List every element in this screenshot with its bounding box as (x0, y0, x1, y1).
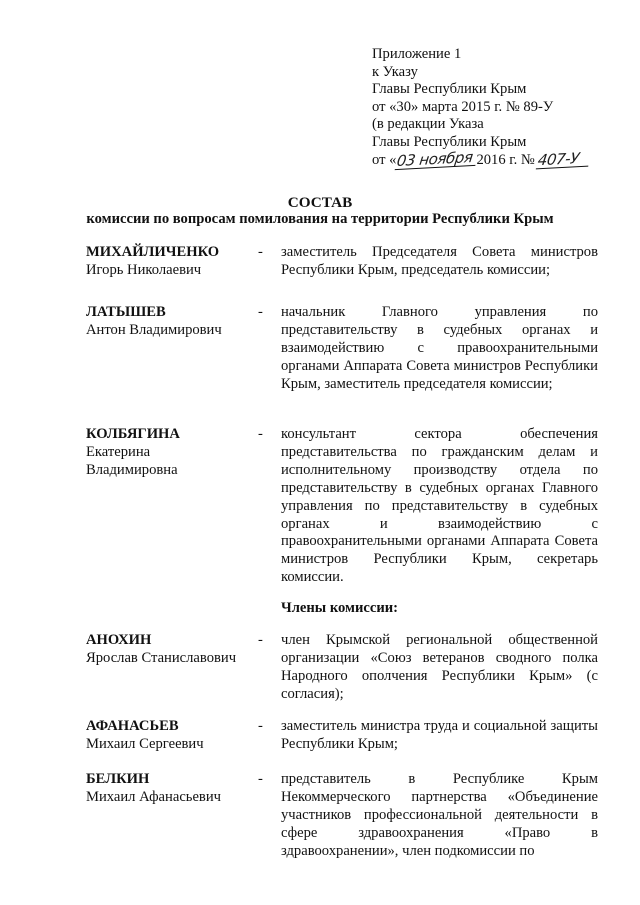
entry-dash: - (258, 771, 263, 787)
member-name (86, 244, 256, 280)
member-surname: ЛАТЫШЕВ (86, 304, 166, 320)
member-description: заместитель Председателя Совета министров Республики Крым, председатель комиссии; (281, 244, 598, 278)
entry-dash: - (258, 718, 263, 734)
member-description: представитель в Республике Крым Некоммерческого партнерства «Объединение участников профессиональной деятельности в сфере здравоохранения «Право в здравоохранении», член подкомиссии по (281, 771, 598, 859)
appendix-line: Главы Республики Крым (372, 81, 527, 98)
appendix-line: к Указу (372, 63, 418, 80)
handwritten-date: 03 ноября (395, 149, 478, 169)
date-mid: 2016 г. № (476, 151, 535, 168)
appendix-line: Главы Республики Крым (372, 133, 527, 150)
member-name (86, 718, 256, 754)
member-given-name: Ярослав Станиславович (86, 649, 237, 666)
members-heading: Члены комиссии: (281, 600, 399, 616)
entry-dash: - (258, 426, 263, 442)
member-surname: АНОХИН (86, 632, 152, 648)
member-given-name: Михаил Афанасьевич (86, 788, 221, 805)
date-prefix: от « (372, 151, 397, 168)
member-surname: МИХАЙЛИЧЕНКО (86, 244, 220, 260)
member-name (86, 632, 256, 668)
member-name (86, 771, 256, 807)
member-description: член Крымской региональной общественной организации «Союз ветеранов сводного полка Народного ополчения Республики Крым» (с согласия); (281, 632, 598, 702)
member-surname: БЕЛКИН (86, 771, 150, 787)
member-given-name: Екатерина Владимировна (86, 443, 178, 478)
member-name (86, 426, 256, 480)
entry-dash: - (258, 244, 263, 260)
appendix-line: от «30» марта 2015 г. № 89-У (372, 98, 554, 115)
document-subtitle: комиссии по вопросам помилования на территории Республики Крым (86, 211, 554, 227)
entry-dash: - (258, 632, 263, 648)
member-name (86, 304, 256, 340)
member-surname: АФАНАСЬЕВ (86, 718, 179, 734)
document-title: СОСТАВ (287, 194, 353, 211)
appendix-header (372, 46, 612, 169)
appendix-date-line (372, 147, 612, 170)
member-given-name: Антон Владимирович (86, 321, 222, 338)
member-given-name: Михаил Сергеевич (86, 735, 204, 752)
member-description: консультант сектора обеспечения представительства по гражданским делам и исполнительному производству отдела по представительству в судебных органах Главного управления по представительству в судебных органах и взаимодействию с правоохранительными органами Аппарата Совета министров Республики Крым, секретарь комиссии. (281, 426, 598, 586)
member-given-name: Игорь Николаевич (86, 261, 202, 278)
entry-dash: - (258, 304, 263, 320)
member-description: начальник Главного управления по представительству в судебных органах и взаимодействию с правоохранительными органами Аппарата Совета министров Республики Крым, заместитель председателя комиссии; (281, 304, 598, 392)
member-surname: КОЛБЯГИНА (86, 426, 180, 442)
member-description: заместитель министра труда и социальной защиты Республики Крым; (281, 718, 598, 752)
appendix-line: (в редакции Указа (372, 116, 484, 133)
handwritten-number: 407-У (536, 150, 590, 169)
appendix-line: Приложение 1 (372, 46, 462, 62)
